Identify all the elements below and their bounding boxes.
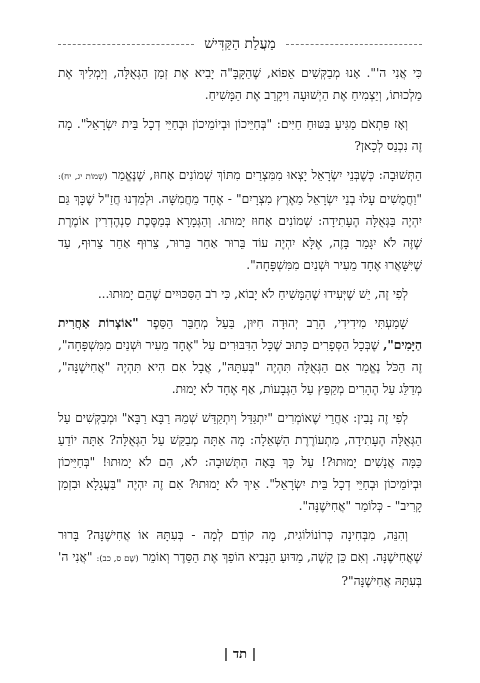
paragraph-lead: הַתְּשׁוּבָה: כְּשֶׁבְּנֵי יִשְׂרָאֵל יָצְאוּ מִמִּצְרַיִם מִתּוֹךְ שְׁמוֹנִים אָחוּז, שֶׁנֶּאֱמַר	[111, 168, 422, 182]
paragraph-text: וְאָז פִּתְאֹם מַגִּיעַ בִּטּוּחַ חַיִּים: "בְּחַיֵּיכוֹן וּבְיוֹמֵיכוֹן וּבְחַיֵּי דְכָל בֵּית יִשְׂרָאֵל". מָה זֶה נִכְנַס לְכָאן?	[58, 117, 422, 153]
book-title: "אוֹצְרוֹת אַחֲרִית הַיָּמִים",	[58, 316, 422, 352]
paragraph-text: כִּי אֲנִי ה'". אָנוּ מְבַקְּשִׁים אֵפוֹא, שֶׁהַקָּבָּ"ה יָבִיא אֶת זְמַן הַגְּאֻלָּה, וְיַמְלִיךְ אֶת מַלְכוּתוֹ, וְיַצְמִיחַ אֶת הַיְשׁוּעָה וִיקָרֵב אֶת הַמָּשִׁיחַ.	[58, 66, 422, 102]
paragraph-text: שֶׁבְּכָל הַסְּפָרִים כָּתוּב שֶׁכָּל הַדִּבּוּרִים עַל "אֶחָד מֵעִיר וּשְׁנַיִם מִמִּשְׁפָּחָה", זֶה הַכֹּל נֶאֱמַר אִם הַגְּאֻלָּה תִּהְיֶה "בְּעִתָּהּ", אֲבָל אִם הִיא תִּהְיֶה "אֲחִישֶׁנָּה", מְדַלֵּג עַל הֶהָרִים מְקַפֵּץ עַל הַגְּבָעוֹת, אַף אֶחָד לֹא יָמוּת.	[58, 338, 422, 396]
paragraph-1	[58, 62, 422, 106]
paragraph-lead: שָׁמַעְתִּי מִידִידִי, הָרַב יְהוּדָה חִיּוּן, בַּעַל מְחַבֵּר הַסֵּפֶר	[146, 316, 408, 330]
paragraph-6	[58, 407, 422, 517]
paragraph-text: "וַחֲמֻשִׁים עָלוּ בְנֵי יִשְׂרָאֵל מֵאֶרֶץ מִצְרָיִם" - אֶחָד מֵחֲמִשָּׁה. וּלְמַדְנוּ חֲזַ"ל שֶׁכָּךְ גַּם יִהְיֶה בַּגְּאֻלָּה הֶעָתִידָה: שְׁמוֹנִים אָחוּז יָמוּתוּ. וְהַגְּמָרָא בְּמַסֶּכֶת סַנְהֶדְרִין אוֹמֶרֶת שֶׁזֶּה לֹא יִגָּמֵר בָּזֶה, אֶלָּא יִהְיֶה עוֹד בֵּרוּר אַחַר בֵּרוּר, צֵרוּף אַחַר צֵרוּף, עַד שֶׁיִּשָּׁאֲרוּ אֶחָד מֵעִיר וּשְׁנַיִם מִמִּשְׁפָּחָה".	[58, 192, 422, 272]
paragraph-text: לְפִי זֶה, יֵשׁ שֶׁיְּעִידוּ שֶׁהַמָּשִׁיחַ לֹא יָבוֹא, כִּי רֹב הַסִּכּוּיִים שֶׁהֵם יָמוּתוּ...	[97, 287, 408, 301]
source-citation: (שְׁמוֹת יג, יח):	[58, 172, 108, 182]
paragraph-2	[58, 113, 422, 157]
paragraph-text: "אֲנִי ה' בְּעִתָּהּ אֲחִישֶׁנָּה"?	[58, 550, 422, 588]
paragraph-7	[58, 524, 422, 592]
paragraph-5	[58, 312, 422, 400]
paragraph-text: לְפִי זֶה נָבִין: אַחֲרֵי שֶׁאוֹמְרִים "יִתְגַּדַּל וְיִתְקַדַּשׁ שְׁמֵהּ רַבָּא רַבָּא" וּמְבַקְּשִׁים עַל הַגְּאֻלָּה הֶעָתִידָה, מִתְעוֹרֶרֶת הַשְּׁאֵלָה: מָה אַתָּה מְבַקֵּשׁ עַל הַגְּאֻלָּה? אַתָּה יוֹדֵעַ כַּמָּה אֲנָשִׁים יָמוּתוּ?! עַל כָּךְ בָּאָה הַתְּשׁוּבָה: לֹא, הֵם לֹא יָמוּתוּ! "בְּחַיֵּיכוֹן וּבְיוֹמֵיכוֹן וּבְחַיֵּי דְכָל בֵּית יִשְׂרָאֵל". אֵיךְ לֹא יָמוּתוּ? אִם זֶה יִהְיֶה "בַּעֲגָלָא וּבִזְמַן קָרִיב" - כְּלוֹמַר "אֲחִישֶׁנָּה".	[58, 411, 422, 513]
paragraph-4	[58, 283, 422, 305]
header-rule-left	[58, 44, 194, 45]
page-number: | תד |	[223, 647, 257, 662]
header-title: מַעֲלַת הַקַּדִּישׁ	[204, 35, 276, 52]
body-text	[58, 62, 422, 599]
paragraph-lead: וְהִנֵּה, מִבְּחִינָה כְּרוֹנוֹלוֹגִית, מָה קוֹדֵם לְמָה - בְּעִתָּהּ אוֹ אֲחִישֶׁנָּה? בָּרוּר שֶׁאֲחִישֶׁנָּה. וְאִם כֵּן קָשֶׁה, מַדּוּעַ הַנָּבִיא הוֹפֵךְ אֶת הַסֵּדֶר וְאוֹמֵר	[58, 528, 423, 564]
header-rule-right	[286, 44, 422, 45]
running-header	[58, 34, 422, 54]
source-citation: (שָׁם ס, כב):	[96, 554, 139, 564]
paragraph-3	[58, 164, 422, 276]
